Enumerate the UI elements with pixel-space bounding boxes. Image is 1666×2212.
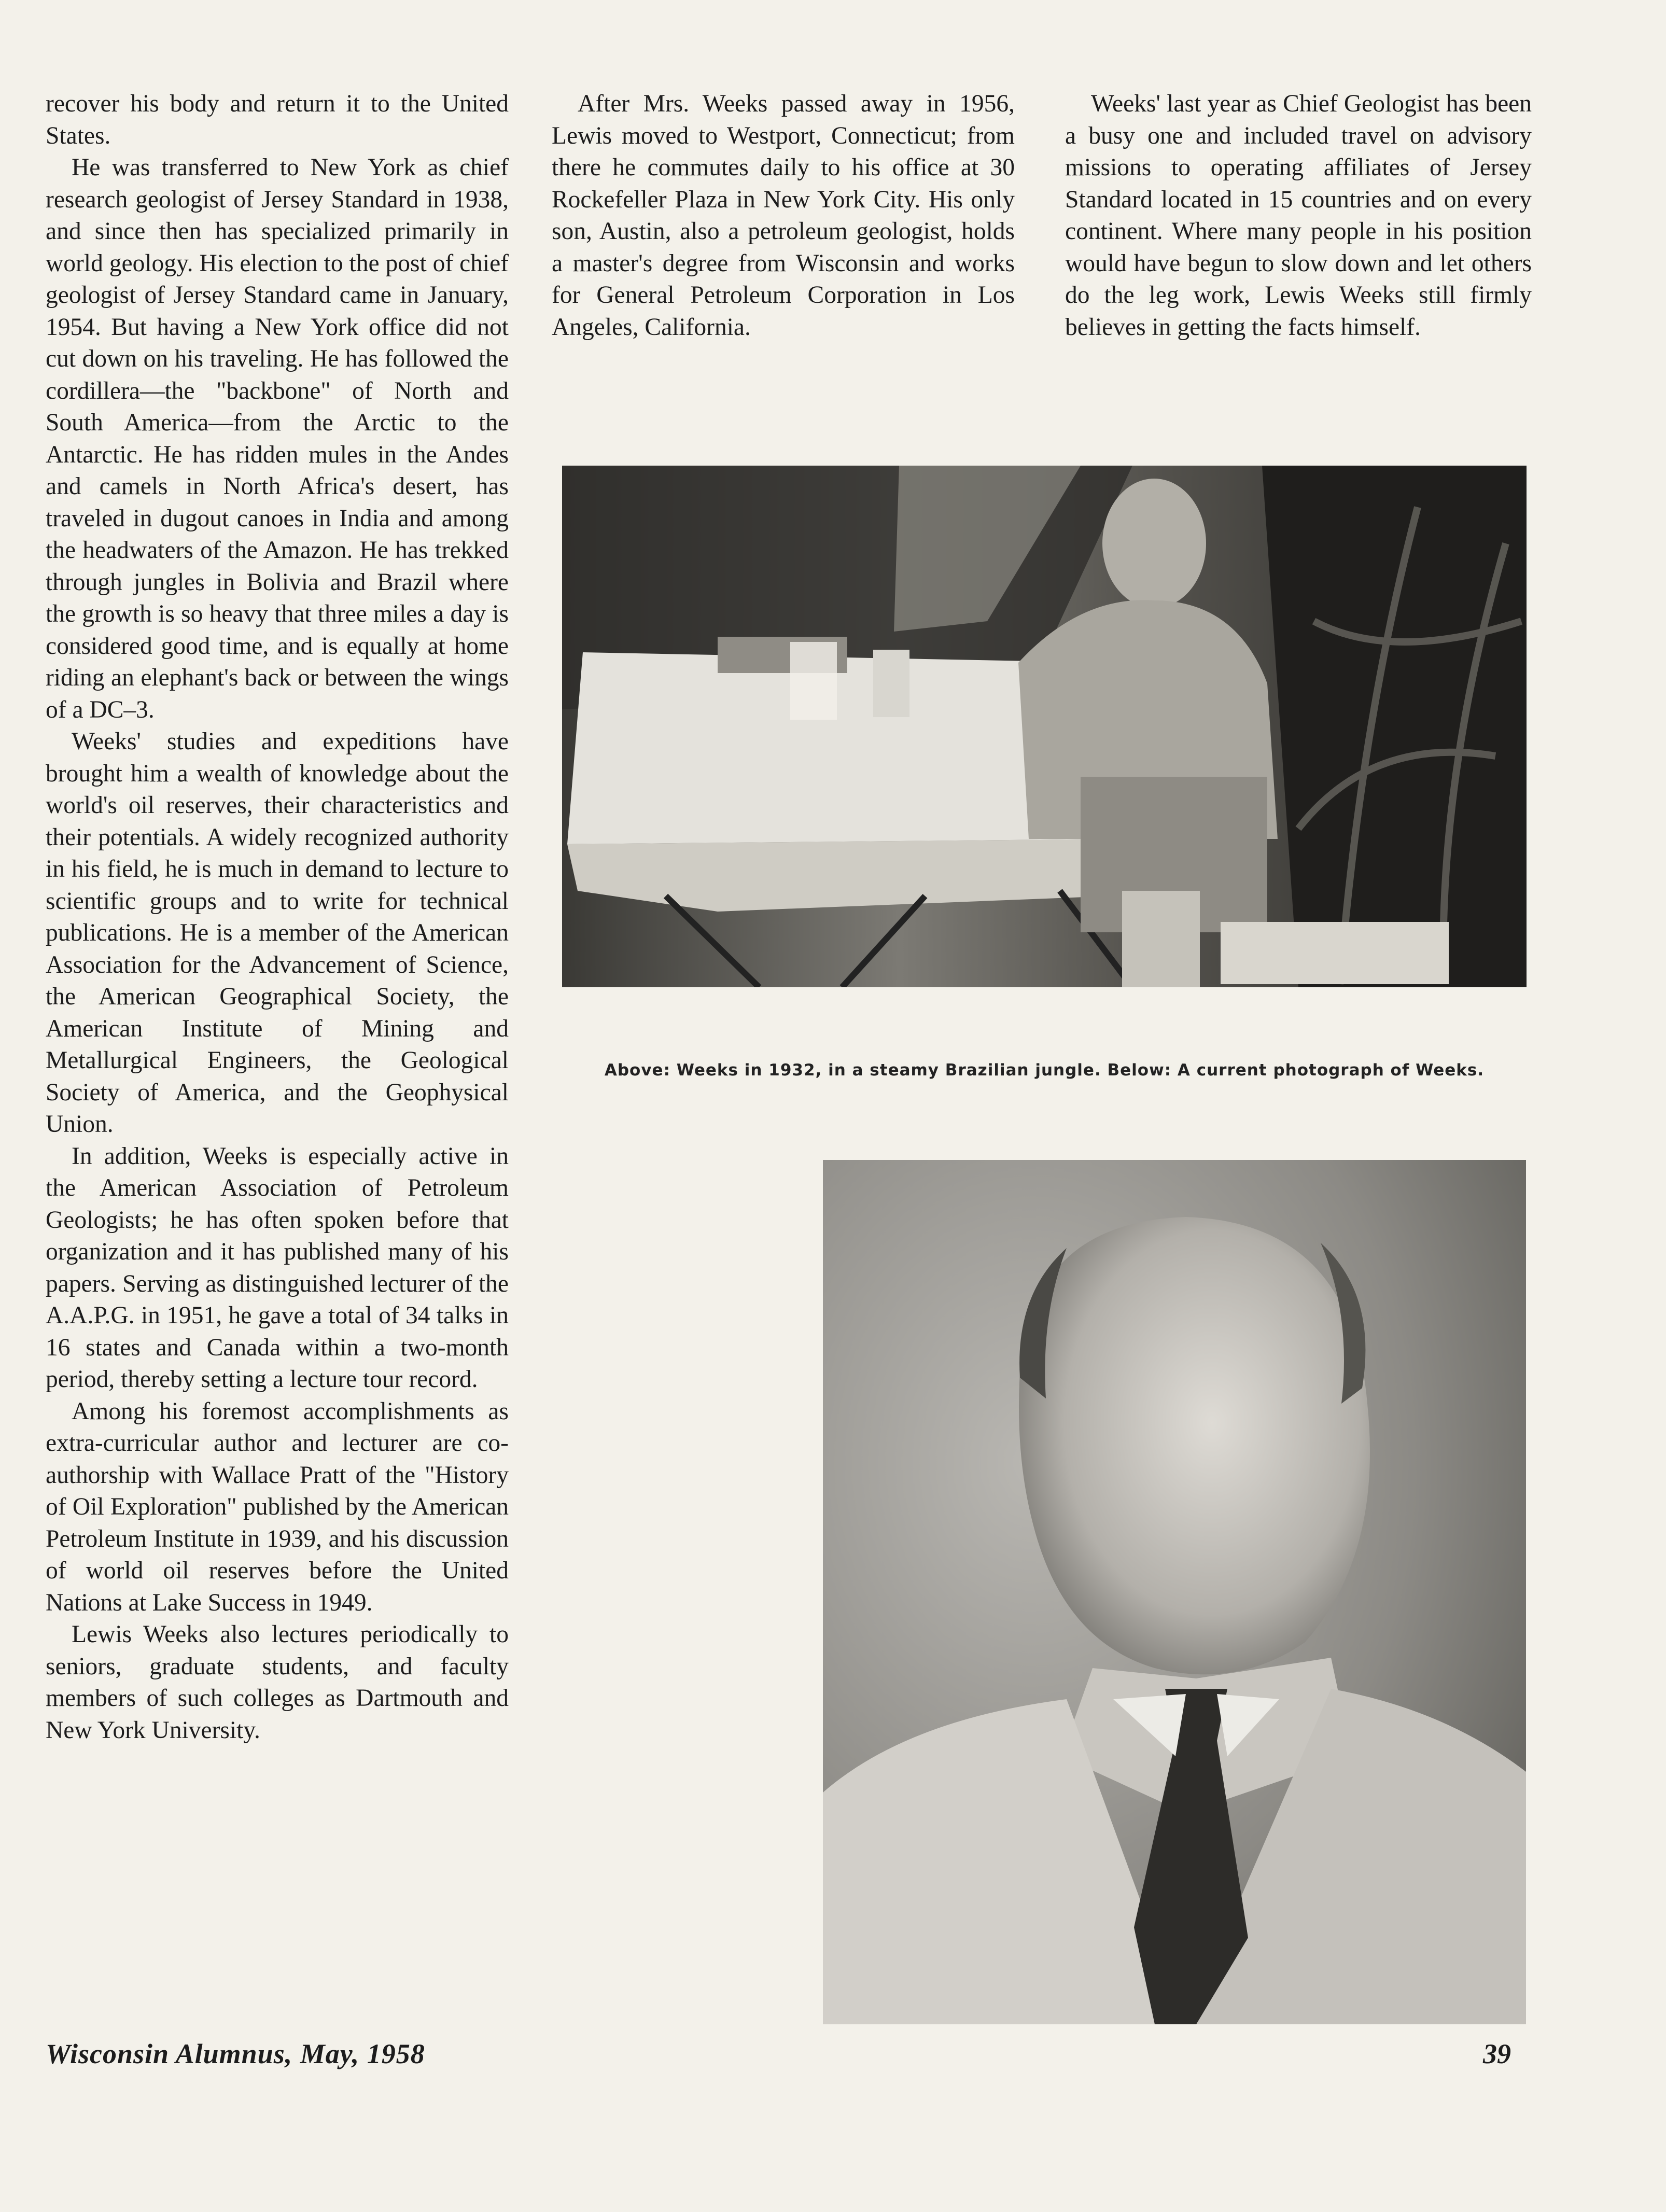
publication-footer: Wisconsin Alumnus, May, 1958 xyxy=(46,2038,425,2069)
article-column-1 xyxy=(46,88,509,1746)
jungle-camp-photo xyxy=(562,466,1527,987)
paragraph: After Mrs. Weeks passed away in 1956, Lewis moved to Westport, Connecticut; from there he commutes daily to his office at 30 Rockefeller Plaza in New York City. His only son, Austin, also a petroleum geologist, holds a master's degree from Wisconsin and works for General Petroleum Corporation in Los Angeles, California. xyxy=(552,90,1015,341)
paragraph: Weeks' last year as Chief Geologist has been a busy one and included travel on advisory missions to operating affiliates of Jersey Standard located in 15 countries and on every continent. Where many people in his position would have begun to slow down and let others do the leg work, Lewis Weeks still firmly believes in getting the facts himself. xyxy=(1065,90,1532,341)
portrait-photo xyxy=(823,1160,1526,2024)
page-number: 39 xyxy=(1483,2038,1511,2069)
article-column-3 xyxy=(1065,88,1532,343)
paragraph: recover his body and return it to the United States. xyxy=(46,90,509,149)
photo-caption: Above: Weeks in 1932, in a steamy Brazilian jungle. Below: A current photograph of Weeks. xyxy=(604,1061,1485,1080)
paragraph: Lewis Weeks also lectures periodically to seniors, graduate students, and faculty members of such colleges as Dartmouth and New York University. xyxy=(46,1621,509,1744)
paragraph: Among his foremost accomplishments as extra-curricular author and lecturer are co-authorship with Wallace Pratt of the "History of Oil Exploration" published by the American Petroleum Institute in 1939, and his discussion of world oil reserves before the United Nations at Lake Success in 1949. xyxy=(46,1397,509,1616)
paragraph: He was transferred to New York as chief research geologist of Jersey Standard in 1938, and since then has specialized primarily in world geology. His election to the post of chief geologist of Jersey Standard came in January, 1954. But having a New York office did not cut down on his traveling. He has followed the cordillera—the "backbone" of North and South America—from the Arctic to the Antarctic. He has ridden mules in the Andes and camels in North Africa's desert, has traveled in dugout canoes in India and among the headwaters of the Amazon. He has trekked through jungles in Bolivia and Brazil where the growth is so heavy that three miles a day is considered good time, and is equally at home riding an elephant's back or between the wings of a DC–3. xyxy=(46,154,509,723)
paragraph: In addition, Weeks is especially active in the American Association of Petroleum Geologists; he has often spoken before that organization and it has published many of his papers. Serving as distinguished lecturer of the A.A.P.G. in 1951, he gave a total of 34 talks in 16 states and Canada within a two-month period, thereby setting a lecture tour record. xyxy=(46,1142,509,1393)
article-column-2 xyxy=(552,88,1015,343)
paragraph: Weeks' studies and expeditions have brought him a wealth of knowledge about the world's oil reserves, their characteristics and their potentials. A widely recognized authority in his field, he is much in demand to lecture to scientific groups and to write for technical publications. He is a member of the American Association for the Advancement of Science, the American Geographical Society, the American Institute of Mining and Metallurgical Engineers, the Geological Society of America, and the Geophysical Union. xyxy=(46,728,509,1138)
